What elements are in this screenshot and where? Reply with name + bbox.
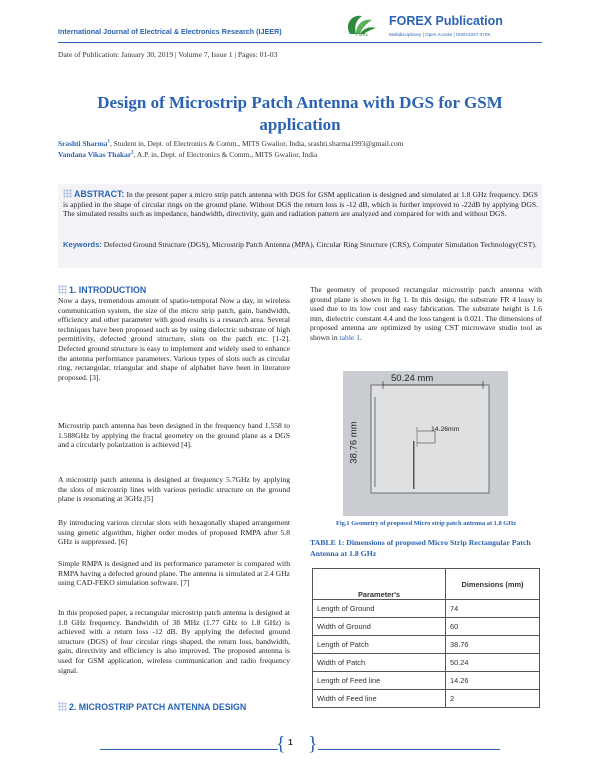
antenna-figure (343, 371, 508, 516)
table-cell: 14.26 (446, 672, 540, 690)
dots-icon (58, 285, 67, 294)
table-cell: 60 (446, 618, 540, 636)
dots-icon (58, 702, 67, 711)
intro-heading (58, 285, 290, 295)
keywords-label: Keywords: (63, 240, 102, 249)
table-row (313, 636, 540, 654)
table-row (313, 672, 540, 690)
section2-heading-text: 2. MICROSTRIP PATCH ANTENNA DESIGN (69, 702, 247, 712)
table-row (313, 600, 540, 618)
geometry-end: . (360, 332, 362, 342)
figure-length-label: 38.76 mm (348, 421, 360, 464)
table-cell: Length of Feed line (313, 672, 446, 690)
intro-para-4: By introducing various circular slots with hexagonally shaped arrangement using genetic algorithm, higher order modes of proposed RMPA after 5.8 GHz is suppressed. [6] (58, 518, 290, 547)
table-cell: 38.76 (446, 636, 540, 654)
abstract-text: In the present paper a micro strip patch antenna with DGS for GSM application is designed and simulated at 1.8 GHz frequency. DGS is applied in the shape of circular rings on the ground plane. Without DGS the return loss is -12 dB, which is further improved to -22dB by applying DGS. The simulated results such as impedance, bandwidth, directivity, gain and radiation pattern are analyzed and compared for with and without DGS. (63, 190, 538, 219)
intro-para-2: Microstrip patch antenna has been designed in the frequency band 1.558 to 1.588GHz by applying the fractal geometry on the ground plane as a DGS and a circularly polarization is achieved [4]. (58, 421, 290, 450)
author-1-sup: 1 (107, 139, 110, 145)
author-2-detail: , A.P. in, Dept. of Electronics & Comm., MITS Gwalior, India (133, 150, 318, 159)
dots-icon (63, 189, 72, 198)
table-caption: TABLE 1: Dimensions of proposed Micro Strip Rectangular Patch Antenna at 1.8 GHz (310, 538, 531, 558)
table-cell: Width of Patch (313, 654, 446, 672)
table-cell: Width of Feed line (313, 690, 446, 708)
footer-brace-right-icon: } (308, 733, 318, 755)
footer-line-right (318, 749, 500, 750)
abstract-label: ABSTRACT: (74, 189, 125, 199)
table-cell: Length of Patch (313, 636, 446, 654)
table-row (313, 690, 540, 708)
figure-width-label: 50.24 mm (391, 373, 434, 384)
author-1-name: Srashti Sharma (58, 139, 108, 148)
dimensions-table (312, 568, 540, 708)
table-header-dimensions: Dimensions (mm) (446, 569, 540, 600)
intro-para-6: In this proposed paper, a rectangular microstrip patch antenna is designed at 1.8 GHz frequency. Bandwidth of 38 MHz (1.77 GHz to 1.8 GHz) is achieved with a return loss -12 dB. By applying the defected ground structure (DGS) of four circular rings shaped, the return loss, bandwidth, gain, directivity and efficiency is also improved. The proposed antenna is used for GSM application, wireless communication and radio frequency signal. (58, 608, 290, 675)
intro-para-3: A microstrip patch antenna is designed at frequency 5.7GHz by applying the slots of microstrip lines with various periodic structure on the ground plane is resonating at 3GHz.[5] (58, 475, 290, 504)
author-2 (58, 150, 317, 159)
author-2-name: Vandana Vikas Thakar (58, 150, 132, 159)
abstract (63, 189, 538, 219)
keywords (63, 240, 538, 250)
geometry-paragraph (310, 285, 542, 343)
journal-name: International Journal of Electrical & Electronics Research (IJEER) (58, 27, 282, 36)
paper-title: Design of Microstrip Patch Antenna with DGS for GSM application (97, 93, 503, 134)
forex-logo-icon (342, 12, 382, 40)
table-cell: 2 (446, 690, 540, 708)
brand-name: FOREX Publication (389, 14, 503, 28)
intro-para-5: Simple RMPA is designed and its performance parameter is compared with RMPA having a defected ground plane. The antenna is simulated at 2.4 GHz using CAD-FEKO simulation software. [7] (58, 559, 290, 588)
table-row (313, 654, 540, 672)
table-cell: 74 (446, 600, 540, 618)
footer-line-left (100, 749, 278, 750)
geometry-text: The geometry of proposed rectangular microstrip patch antenna with ground plane is shown in fig 1. In this design, the substrate FR 4 lossy is used due to its low cost and easy fabrication. The substrate height is 1.6 mm, dielectric constant 4.4 and the loss tangent is 0.021. The dimensions of proposed antenna are optimized by using CST microwave studio tool as shown in (310, 285, 542, 342)
table-cell: Length of Ground (313, 600, 446, 618)
table-cell: Width of Ground (313, 618, 446, 636)
keywords-text: Defected Ground Structure (DGS), Microstrip Patch Antenna (MPA), Circular Ring Structure (CRS), Computer Simulation Technology(CST). (103, 240, 537, 249)
author-2-sup: 2 (131, 150, 134, 156)
section2-heading (58, 701, 290, 713)
author-1 (58, 139, 403, 148)
table-header-row (313, 569, 540, 600)
publication-date: Date of Publication: January 30, 2019 | Volume 7, Issue 1 | Pages: 01-03 (58, 50, 278, 59)
figure-feed-label: 14.26mm (431, 426, 460, 433)
brand-tagline: Multidisciplinary | Open Access | ISSN:2347-470X (389, 32, 491, 37)
footer-brace-left-icon: { (276, 733, 286, 755)
logo-text: Forex (356, 32, 368, 37)
table-cell: 50.24 (446, 654, 540, 672)
page-number: 1 (288, 737, 293, 747)
table-row (313, 618, 540, 636)
intro-para-1: Now a days, tremendous amount of spatio-temporal Now a day, in wireless communication system, the size of the micro strip patch, gain, bandwidth, efficiency and other parameter with good results is a research area. Several techniques have been proposed such as by using dielectric substrate of high permittivity, defected ground structure, slots on the patch etc. [1-2]. Defected ground structure is easy to implement and widely used to enhance the antenna performance parameters. Various types of slots such as circular ring, rectangular, triangular and shape of alphabet have been in literature proposed. [3]. (58, 296, 290, 382)
figure-caption: Fig.1 Geometry of proposed Micro strip patch antenna at 1.8 GHz (335, 520, 517, 527)
author-1-detail: , Student in, Dept. of Electronics & Comm., MITS Gwalior, India, srashti.sharma1993@gmail.com (109, 139, 404, 148)
intro-heading-text: 1. INTRODUCTION (69, 285, 147, 295)
header-divider (58, 42, 542, 43)
table-header-parameter: Parameter's (313, 569, 446, 600)
table-1-link[interactable]: table 1 (339, 332, 360, 342)
